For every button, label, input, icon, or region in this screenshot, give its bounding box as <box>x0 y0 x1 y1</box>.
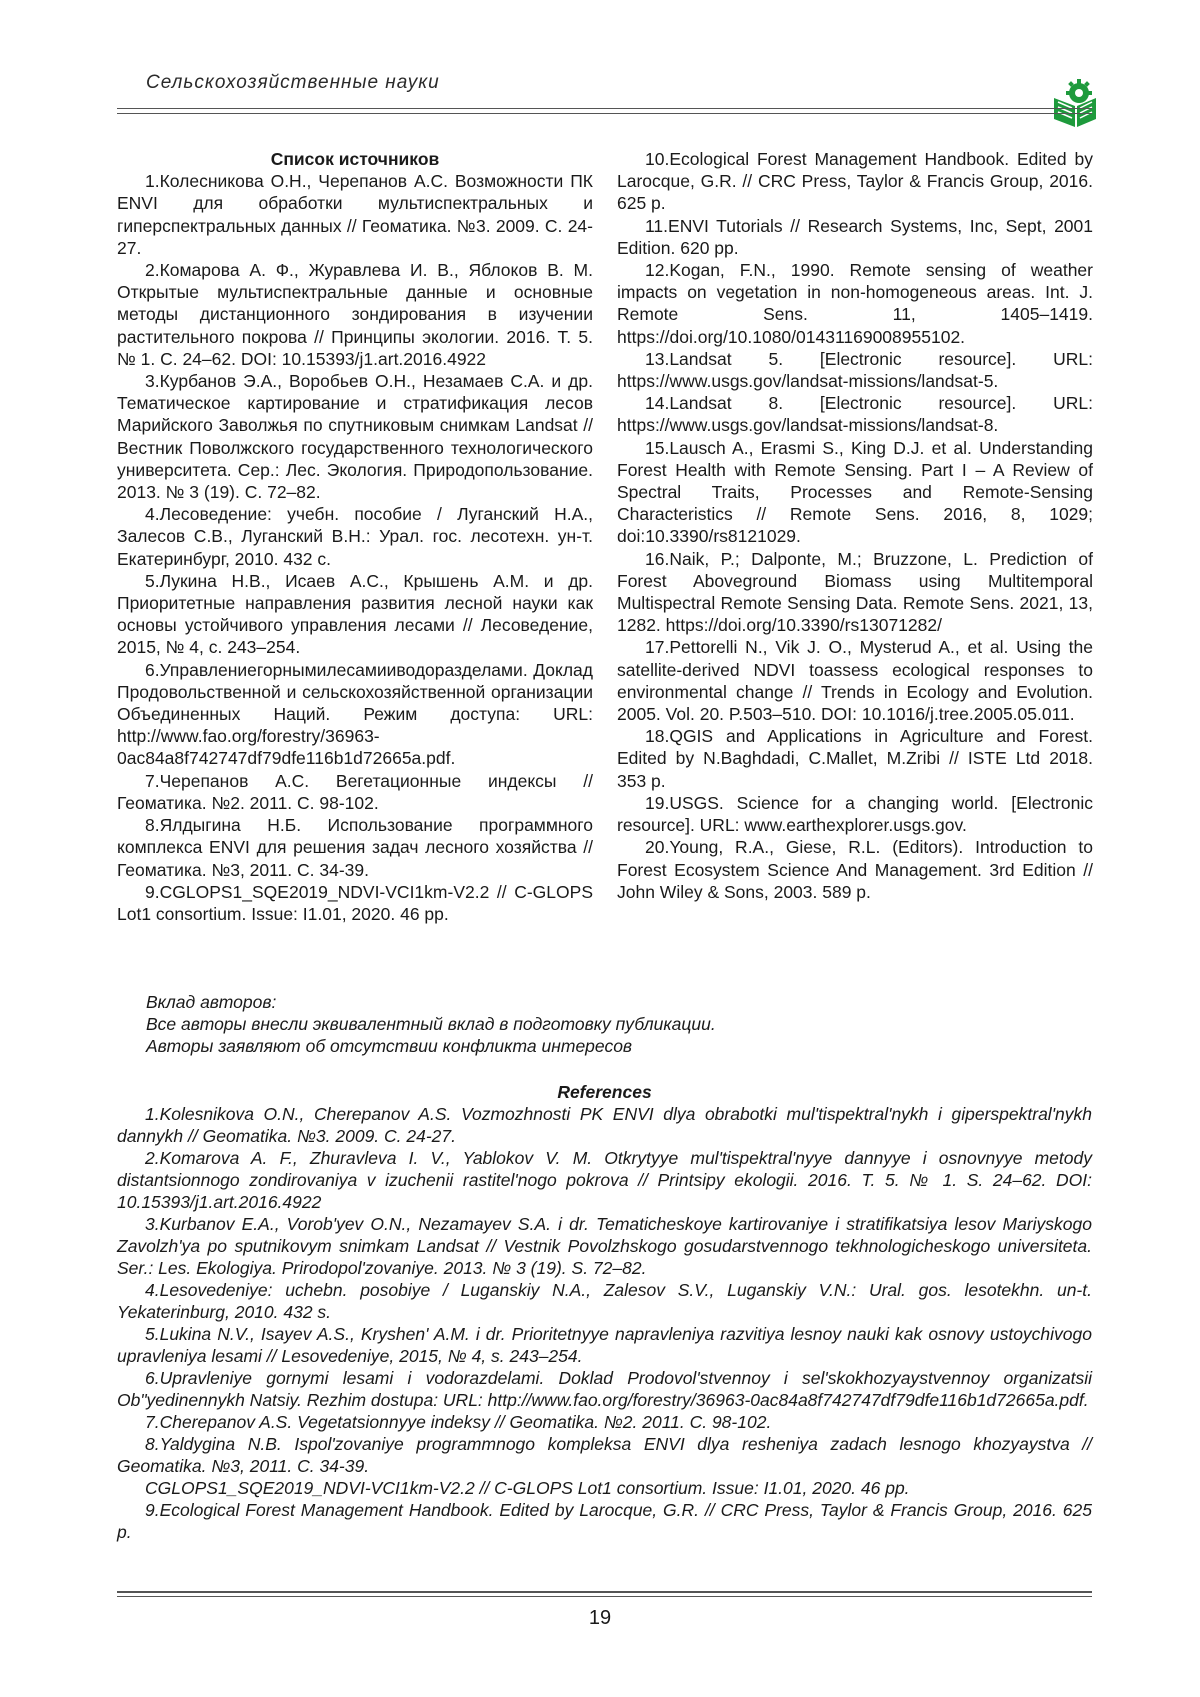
source-item: 9.CGLOPS1_SQE2019_NDVI-VCI1km-V2.2 // C-GLOPS Lot1 consortium. Issue: I1.01, 2020. 46 pp. <box>117 881 593 924</box>
source-item: 8.Ялдыгина Н.Б. Использование программного комплекса ENVI для решения задач лесного хозяйства // Геоматика. №3, 2011. С. 34-39. <box>117 815 593 880</box>
source-item: 18.QGIS and Applications in Agriculture and Forest. Edited by N.Baghdadi, C.Mallet, M.Zribi // ISTE Ltd 2018. 353 p. <box>617 726 1093 791</box>
source-item: 14.Landsat 8. [Electronic resource]. URL: https://www.usgs.gov/landsat-missions/landsat-8. <box>617 393 1093 436</box>
source-item: 20.Young, R.A., Giese, R.L. (Editors). Introduction to Forest Ecosystem Science And Management. 3rd Edition // John Wiley & Sons, 2003. 589 p. <box>617 837 1093 902</box>
source-item: 7.Черепанов А.С. Вегетационные индексы // Геоматика. №2. 2011. С. 98-102. <box>117 770 593 813</box>
reference-item: 8.Yaldygina N.B. Ispol'zovaniye programmnogo kompleksa ENVI dlya resheniya zadach lesnogo khozyaystva // Geomatika. №3, 2011. C. 34-39. <box>117 1434 1092 1476</box>
reference-item: 4.Lesovedeniye: uchebn. posobiye / Luganskiy N.A., Zalesov S.V., Luganskiy V.N.: Ural. gos. lesotekhn. un-t. Yekaterinburg, 2010. 432 s. <box>117 1280 1092 1322</box>
source-item: 5.Лукина Н.В., Исаев А.С., Крышень А.М. и др. Приоритетные направления развития лесной науки как основы устойчивого управления лесами // Лесоведение, 2015, № 4, с. 243–254. <box>117 570 593 658</box>
sources-left-column <box>117 148 593 925</box>
source-item: 16.Naik, P.; Dalponte, M.; Bruzzone, L. Prediction of Forest Aboveground Biomass using Multitemporal Multispectral Remote Sensing Data. Remote Sens. 2021, 13, 1282. https://doi.org/10.3390/rs13071282/ <box>617 548 1093 636</box>
source-item: 6.Управлениегорнымилесамииводоразделами. Доклад Продовольственной и сельскохозяйственной организации Объединенных Наций. Режим доступа: URL: http://www.fao.org/forestry/36963-0ac84a8f742747df79dfe116b1d72665a.pdf. <box>117 659 593 769</box>
source-item: 3.Курбанов Э.А., Воробьев О.Н., Незамаев С.А. и др. Тематическое картирование и стратификация лесов Марийского Заволжья по спутниковым снимкам Landsat // Вестник Поволжского государственного технологического университета. Сер.: Лес. Экология. Природопользование. 2013. № 3 (19). С. 72–82. <box>117 371 593 503</box>
source-item: 4.Лесоведение: учебн. пособие / Луганский Н.А., Залесов С.В., Луганский В.Н.: Урал. гос. лесотехн. ун-т. Екатеринбург, 2010. 432 с. <box>117 504 593 569</box>
reference-item: 3.Kurbanov E.A., Vorob'yev O.N., Nezamayev S.A. i dr. Tematicheskoye kartirovaniye i stratifikatsiya lesov Mariyskogo Zavolzh'ya po sputnikovym snimkam Landsat // Vestnik Povolzhskogo gosudarstvennogo tekhnologicheskogo universiteta. Ser.: Les. Ekologiya. Prirodopol'zovaniye. 2013. № 3 (19). S. 72–82. <box>117 1214 1092 1278</box>
reference-item: 2.Komarova A. F., Zhuravleva I. V., Yablokov V. M. Otkrytyye mul'tispektral'nyye dannyye i osnovnyye metody distantsionnogo zondirovaniya v izuchenii rastitel'nogo pokrova // Printsipy ekologii. 2016. T. 5. № 1. S. 24–62. DOI: 10.15393/j1.art.2016.4922 <box>117 1148 1092 1212</box>
source-item: 17.Pettorelli N., Vik J. O., Mysterud A., et al. Using the satellite-derived NDVI toassess ecological responses to environmental change // Trends in Ecology and Evolution. 2005. Vol. 20. P.503–510. DOI: 10.1016/j.tree.2005.05.011. <box>617 637 1093 725</box>
page-number: 19 <box>588 1607 612 1629</box>
footer-rule <box>117 1591 1092 1593</box>
sources-right-column <box>617 148 1093 903</box>
reference-item: CGLOPS1_SQE2019_NDVI-VCI1km-V2.2 // C-GLOPS Lot1 consortium. Issue: I1.01, 2020. 46 pp. <box>145 1478 910 1498</box>
source-item: 13.Landsat 5. [Electronic resource]. URL: https://www.usgs.gov/landsat-missions/landsat-5. <box>617 348 1093 392</box>
source-item: 15.Lausch A., Erasmi S., King D.J. et al. Understanding Forest Health with Remote Sensing. Part I – A Review of Spectral Traits, Processes and Remote-Sensing Characteristics // Remote Sens. 2016, 8, 1029; doi:10.3390/rs8121029. <box>617 437 1093 547</box>
header-rule-secondary <box>117 113 1092 114</box>
sources-heading: Список источников <box>270 149 440 169</box>
source-item: 1.Колесникова О.Н., Черепанов А.С. Возможности ПК ENVI для обработки мультиспектральных и гиперспектральных данных // Геоматика. №3. 2009. С. 24-27. <box>117 171 593 258</box>
source-item: 10.Ecological Forest Management Handbook. Edited by Larocque, G.R. // CRC Press, Taylor & Francis Group, 2016. 625 p. <box>617 149 1093 214</box>
reference-item: 6.Upravleniye gornymi lesami i vodorazdelami. Doklad Prodovol'stvennoy i sel'skokhozyaystvennoy organizatsii Ob"yedinennykh Natsiy. Rezhim dostupa: URL: http://www.fao.org/forestry/36963-0ac84a8f742747df79dfe116b1d72665a.pdf. <box>117 1368 1092 1410</box>
reference-item: 5.Lukina N.V., Isayev A.S., Kryshen' A.M. i dr. Prioritetnyye napravleniya razvitiya lesnoy nauki kak osnovy ustoychivogo upravleniya lesami // Lesovedeniye, 2015, № 4, s. 243–254. <box>117 1324 1092 1366</box>
reference-item: 7.Cherepanov A.S. Vegetatsionnyye indeksy // Geomatika. №2. 2011. C. 98-102. <box>145 1412 772 1432</box>
source-item: 2.Комарова А. Ф., Журавлева И. В., Яблоков В. М. Открытые мультиспектральные данные и основные методы дистанционного зондирования в изучении растительного покрова // Принципы экологии. 2016. Т. 5. № 1. С. 24–62. DOI: 10.15393/j1.art.2016.4922 <box>117 260 593 369</box>
footer-rule-secondary <box>117 1596 1092 1597</box>
running-header: Сельскохозяйственные науки <box>146 72 440 93</box>
author-contributions <box>146 991 1092 1057</box>
reference-item: 1.Kolesnikova O.N., Cherepanov A.S. Vozmozhnosti PK ENVI dlya obrabotki mul'tispektral'nykh i giperspektral'nykh dannykh // Geomatika. №3. 2009. C. 24-27. <box>117 1104 1092 1146</box>
source-item: 12.Kogan, F.N., 1990. Remote sensing of weather impacts on vegetation in non-homogeneous areas. Int. J. Remote Sens. 11, 1405–1419. https://doi.org/10.1080/01431169008955102. <box>617 260 1093 347</box>
references-section <box>117 1081 1092 1543</box>
journal-logo-icon <box>1050 78 1100 128</box>
contributions-statement: Все авторы внесли эквивалентный вклад в подготовку публикации. <box>146 1014 716 1034</box>
source-item: 11.ENVI Tutorials // Research Systems, Inc, Sept, 2001 Edition. 620 pp. <box>617 215 1093 258</box>
references-heading: References <box>557 1082 652 1102</box>
conflict-statement: Авторы заявляют об отсутствии конфликта интересов <box>146 1036 633 1056</box>
source-item: 19.USGS. Science for a changing world. [Electronic resource]. URL: www.earthexplorer.usgs.gov. <box>617 792 1093 836</box>
header-rule <box>117 108 1092 109</box>
reference-item: 9.Ecological Forest Management Handbook. Edited by Larocque, G.R. // CRC Press, Taylor & Francis Group, 2016. 625 p. <box>117 1500 1092 1542</box>
contributions-title: Вклад авторов: <box>146 992 277 1012</box>
